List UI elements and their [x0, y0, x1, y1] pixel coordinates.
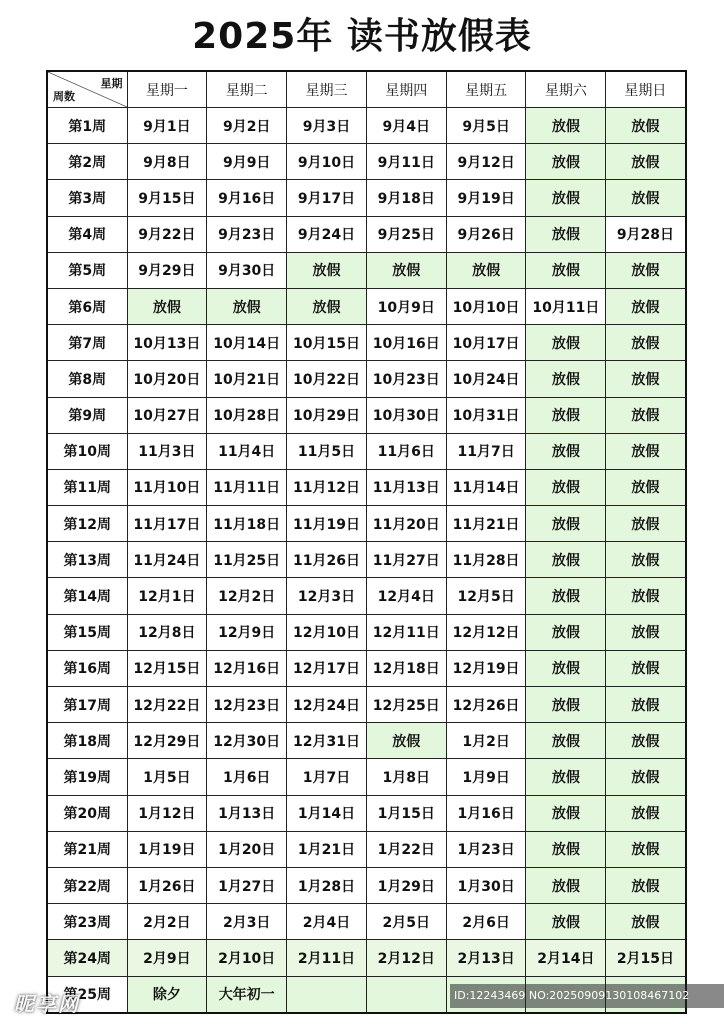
- holiday-cell: 放假: [606, 144, 686, 180]
- date-cell: 12月15日: [127, 650, 207, 686]
- week-label: 第10周: [47, 433, 127, 469]
- watermark-id-bar: ID:12243469 NO:20250909130108467102: [450, 984, 724, 1008]
- date-cell: 12月2日: [207, 578, 287, 614]
- date-cell: 12月11日: [366, 614, 446, 650]
- date-cell: 1月22日: [366, 831, 446, 867]
- date-cell: 12月25日: [366, 687, 446, 723]
- date-cell: 12月18日: [366, 650, 446, 686]
- date-cell: 1月6日: [207, 759, 287, 795]
- date-cell: 1月30日: [446, 867, 526, 903]
- holiday-cell: 放假: [526, 506, 606, 542]
- holiday-cell: 放假: [526, 180, 606, 216]
- week-row: [47, 252, 686, 288]
- holiday-cell: 放假: [446, 252, 526, 288]
- holiday-cell: 放假: [606, 831, 686, 867]
- week-label: 第8周: [47, 361, 127, 397]
- date-cell: 10月16日: [366, 325, 446, 361]
- date-cell: 12月5日: [446, 578, 526, 614]
- week-label: 第9周: [47, 397, 127, 433]
- date-cell: 1月13日: [207, 795, 287, 831]
- date-cell: 10月24日: [446, 361, 526, 397]
- date-cell: 9月9日: [207, 144, 287, 180]
- holiday-cell: 放假: [526, 108, 606, 144]
- date-cell: 11月10日: [127, 469, 207, 505]
- holiday-cell: 放假: [127, 288, 207, 324]
- corner-week-label: 周数: [53, 90, 75, 103]
- week-row: [47, 108, 686, 144]
- date-cell: 2月9日: [127, 940, 207, 976]
- date-cell: 9月28日: [606, 216, 686, 252]
- page-title: 2025年 读书放假表: [192, 16, 532, 57]
- date-cell: 9月5日: [446, 108, 526, 144]
- date-cell: 1月9日: [446, 759, 526, 795]
- date-cell: 10月28日: [207, 397, 287, 433]
- date-cell: 9月11日: [366, 144, 446, 180]
- date-cell: 11月13日: [366, 469, 446, 505]
- date-cell: 10月13日: [127, 325, 207, 361]
- holiday-cell: 放假: [606, 578, 686, 614]
- date-cell: 2月14日: [526, 940, 606, 976]
- holiday-cell: 放假: [287, 252, 367, 288]
- date-cell: 1月16日: [446, 795, 526, 831]
- date-cell: 12月4日: [366, 578, 446, 614]
- date-cell: 1月19日: [127, 831, 207, 867]
- date-cell: 9月24日: [287, 216, 367, 252]
- holiday-cell: 放假: [526, 650, 606, 686]
- holiday-cell: 放假: [526, 723, 606, 759]
- date-cell: 1月26日: [127, 867, 207, 903]
- date-cell: 12月16日: [207, 650, 287, 686]
- week-row: [47, 867, 686, 903]
- week-row: [47, 433, 686, 469]
- date-cell: 12月9日: [207, 614, 287, 650]
- holiday-cell: 放假: [526, 578, 606, 614]
- date-cell: 11月14日: [446, 469, 526, 505]
- weekday-header-wed: 星期三: [287, 71, 367, 108]
- week-row: [47, 795, 686, 831]
- holiday-cell: 放假: [526, 397, 606, 433]
- holiday-cell: 放假: [606, 904, 686, 940]
- holiday-cell: 放假: [526, 614, 606, 650]
- week-label: 第17周: [47, 687, 127, 723]
- date-cell: 2月10日: [207, 940, 287, 976]
- weekday-header-sun: 星期日: [606, 71, 686, 108]
- week-label: 第13周: [47, 542, 127, 578]
- holiday-cell: 放假: [606, 180, 686, 216]
- holiday-cell: 放假: [606, 614, 686, 650]
- holiday-cell: 放假: [606, 288, 686, 324]
- date-cell: 1月21日: [287, 831, 367, 867]
- holiday-cell: 放假: [606, 108, 686, 144]
- date-cell: 10月30日: [366, 397, 446, 433]
- holiday-cell: 放假: [526, 144, 606, 180]
- date-cell: 12月30日: [207, 723, 287, 759]
- date-cell: 11月19日: [287, 506, 367, 542]
- week-label: 第15周: [47, 614, 127, 650]
- week-row: [47, 542, 686, 578]
- date-cell: 11月7日: [446, 433, 526, 469]
- date-cell: 2月15日: [606, 940, 686, 976]
- date-cell: 2月13日: [446, 940, 526, 976]
- date-cell: 10月29日: [287, 397, 367, 433]
- holiday-cell: 放假: [207, 288, 287, 324]
- week-row: [47, 180, 686, 216]
- date-cell: 9月17日: [287, 180, 367, 216]
- date-cell: 12月3日: [287, 578, 367, 614]
- date-cell: 1月23日: [446, 831, 526, 867]
- weekday-header-fri: 星期五: [446, 71, 526, 108]
- holiday-cell: 放假: [526, 759, 606, 795]
- date-cell: 1月2日: [446, 723, 526, 759]
- corner-weekday-label: 星期: [100, 77, 123, 90]
- date-cell: 9月10日: [287, 144, 367, 180]
- holiday-cell: 放假: [606, 361, 686, 397]
- holiday-schedule-table: [46, 70, 687, 1014]
- date-cell: 10月9日: [366, 288, 446, 324]
- holiday-cell: 放假: [606, 687, 686, 723]
- schedule-body: [47, 108, 686, 1013]
- holiday-cell: 放假: [606, 650, 686, 686]
- date-cell: 9月1日: [127, 108, 207, 144]
- date-cell: 1月14日: [287, 795, 367, 831]
- holiday-cell: 放假: [606, 252, 686, 288]
- holiday-cell: 放假: [526, 542, 606, 578]
- date-cell: 11月28日: [446, 542, 526, 578]
- empty-cell: [287, 976, 367, 1013]
- empty-cell: [366, 976, 446, 1013]
- holiday-cell: 放假: [606, 795, 686, 831]
- week-label: 第4周: [47, 216, 127, 252]
- week-row: [47, 614, 686, 650]
- date-cell: 10月17日: [446, 325, 526, 361]
- date-cell: 12月1日: [127, 578, 207, 614]
- date-cell: 9月22日: [127, 216, 207, 252]
- week-row: [47, 904, 686, 940]
- date-cell: 2月3日: [207, 904, 287, 940]
- holiday-cell: 放假: [366, 252, 446, 288]
- date-cell: 12月10日: [287, 614, 367, 650]
- date-cell: 1月15日: [366, 795, 446, 831]
- weekday-header-mon: 星期一: [127, 71, 207, 108]
- holiday-cell: 放假: [526, 867, 606, 903]
- date-cell: 12月22日: [127, 687, 207, 723]
- date-cell: 12月12日: [446, 614, 526, 650]
- week-label: 第2周: [47, 144, 127, 180]
- date-cell: 9月29日: [127, 252, 207, 288]
- date-cell: 10月23日: [366, 361, 446, 397]
- festival-cell: 除夕: [127, 976, 207, 1013]
- holiday-cell: 放假: [526, 469, 606, 505]
- date-cell: 2月5日: [366, 904, 446, 940]
- holiday-cell: 放假: [526, 904, 606, 940]
- holiday-cell: 放假: [526, 795, 606, 831]
- holiday-cell: 放假: [526, 831, 606, 867]
- date-cell: 10月27日: [127, 397, 207, 433]
- week-label: 第16周: [47, 650, 127, 686]
- weekday-header-sat: 星期六: [526, 71, 606, 108]
- holiday-cell: 放假: [606, 759, 686, 795]
- festival-cell: 大年初一: [207, 976, 287, 1013]
- corner-header: [47, 71, 127, 108]
- date-cell: 2月12日: [366, 940, 446, 976]
- week-label: 第7周: [47, 325, 127, 361]
- date-cell: 11月4日: [207, 433, 287, 469]
- date-cell: 11月21日: [446, 506, 526, 542]
- holiday-cell: 放假: [606, 325, 686, 361]
- date-cell: 9月30日: [207, 252, 287, 288]
- week-row: [47, 361, 686, 397]
- date-cell: 9月25日: [366, 216, 446, 252]
- week-label: 第22周: [47, 867, 127, 903]
- date-cell: 10月31日: [446, 397, 526, 433]
- week-row: [47, 325, 686, 361]
- week-row: [47, 940, 686, 976]
- date-cell: 12月31日: [287, 723, 367, 759]
- date-cell: 10月22日: [287, 361, 367, 397]
- holiday-cell: 放假: [606, 506, 686, 542]
- date-cell: 11月3日: [127, 433, 207, 469]
- week-row: [47, 288, 686, 324]
- date-cell: 2月6日: [446, 904, 526, 940]
- watermark-logo: 昵享网: [14, 992, 80, 1016]
- week-label: 第12周: [47, 506, 127, 542]
- week-label: 第23周: [47, 904, 127, 940]
- holiday-cell: 放假: [606, 723, 686, 759]
- date-cell: 1月28日: [287, 867, 367, 903]
- week-label: 第24周: [47, 940, 127, 976]
- date-cell: 9月18日: [366, 180, 446, 216]
- week-label: 第19周: [47, 759, 127, 795]
- date-cell: 9月4日: [366, 108, 446, 144]
- week-label: 第1周: [47, 108, 127, 144]
- holiday-cell: 放假: [606, 867, 686, 903]
- date-cell: 11月12日: [287, 469, 367, 505]
- week-row: [47, 469, 686, 505]
- holiday-cell: 放假: [526, 325, 606, 361]
- date-cell: 9月2日: [207, 108, 287, 144]
- week-label: 第18周: [47, 723, 127, 759]
- date-cell: 9月15日: [127, 180, 207, 216]
- date-cell: 2月4日: [287, 904, 367, 940]
- date-cell: 11月27日: [366, 542, 446, 578]
- week-row: [47, 650, 686, 686]
- date-cell: 12月29日: [127, 723, 207, 759]
- date-cell: 1月27日: [207, 867, 287, 903]
- date-cell: 11月24日: [127, 542, 207, 578]
- holiday-cell: 放假: [287, 288, 367, 324]
- week-label: 第11周: [47, 469, 127, 505]
- date-cell: 11月18日: [207, 506, 287, 542]
- week-row: [47, 759, 686, 795]
- week-row: [47, 578, 686, 614]
- date-cell: 10月14日: [207, 325, 287, 361]
- holiday-cell: 放假: [526, 361, 606, 397]
- holiday-cell: 放假: [526, 216, 606, 252]
- date-cell: 10月10日: [446, 288, 526, 324]
- date-cell: 12月8日: [127, 614, 207, 650]
- week-label: 第21周: [47, 831, 127, 867]
- header-row: [47, 71, 686, 108]
- holiday-cell: 放假: [606, 542, 686, 578]
- holiday-cell: 放假: [606, 469, 686, 505]
- date-cell: 12月17日: [287, 650, 367, 686]
- date-cell: 9月8日: [127, 144, 207, 180]
- date-cell: 2月11日: [287, 940, 367, 976]
- date-cell: 9月12日: [446, 144, 526, 180]
- date-cell: 1月5日: [127, 759, 207, 795]
- week-row: [47, 723, 686, 759]
- holiday-cell: 放假: [366, 723, 446, 759]
- date-cell: 11月11日: [207, 469, 287, 505]
- date-cell: 11月26日: [287, 542, 367, 578]
- date-cell: 12月23日: [207, 687, 287, 723]
- date-cell: 11月6日: [366, 433, 446, 469]
- week-label: 第20周: [47, 795, 127, 831]
- date-cell: 12月24日: [287, 687, 367, 723]
- date-cell: 1月12日: [127, 795, 207, 831]
- week-label: 第14周: [47, 578, 127, 614]
- date-cell: 11月5日: [287, 433, 367, 469]
- week-label: 第5周: [47, 252, 127, 288]
- date-cell: 9月26日: [446, 216, 526, 252]
- week-label: 第6周: [47, 288, 127, 324]
- date-cell: 9月23日: [207, 216, 287, 252]
- date-cell: 11月25日: [207, 542, 287, 578]
- date-cell: 1月20日: [207, 831, 287, 867]
- date-cell: 9月3日: [287, 108, 367, 144]
- week-label: 第25周: [47, 976, 127, 1013]
- date-cell: 9月19日: [446, 180, 526, 216]
- date-cell: 10月11日: [526, 288, 606, 324]
- holiday-cell: 放假: [526, 687, 606, 723]
- date-cell: 12月19日: [446, 650, 526, 686]
- week-row: [47, 506, 686, 542]
- date-cell: 9月16日: [207, 180, 287, 216]
- holiday-cell: 放假: [606, 433, 686, 469]
- date-cell: 10月20日: [127, 361, 207, 397]
- date-cell: 2月2日: [127, 904, 207, 940]
- weekday-header-tue: 星期二: [207, 71, 287, 108]
- holiday-cell: 放假: [606, 397, 686, 433]
- date-cell: 11月20日: [366, 506, 446, 542]
- week-row: [47, 397, 686, 433]
- date-cell: 10月15日: [287, 325, 367, 361]
- week-row: [47, 687, 686, 723]
- week-row: [47, 216, 686, 252]
- date-cell: 11月17日: [127, 506, 207, 542]
- date-cell: 1月7日: [287, 759, 367, 795]
- date-cell: 1月29日: [366, 867, 446, 903]
- week-label: 第3周: [47, 180, 127, 216]
- week-row: [47, 144, 686, 180]
- date-cell: 10月21日: [207, 361, 287, 397]
- date-cell: 1月8日: [366, 759, 446, 795]
- holiday-cell: 放假: [526, 252, 606, 288]
- weekday-header-thu: 星期四: [366, 71, 446, 108]
- week-row: [47, 831, 686, 867]
- holiday-cell: 放假: [526, 433, 606, 469]
- date-cell: 12月26日: [446, 687, 526, 723]
